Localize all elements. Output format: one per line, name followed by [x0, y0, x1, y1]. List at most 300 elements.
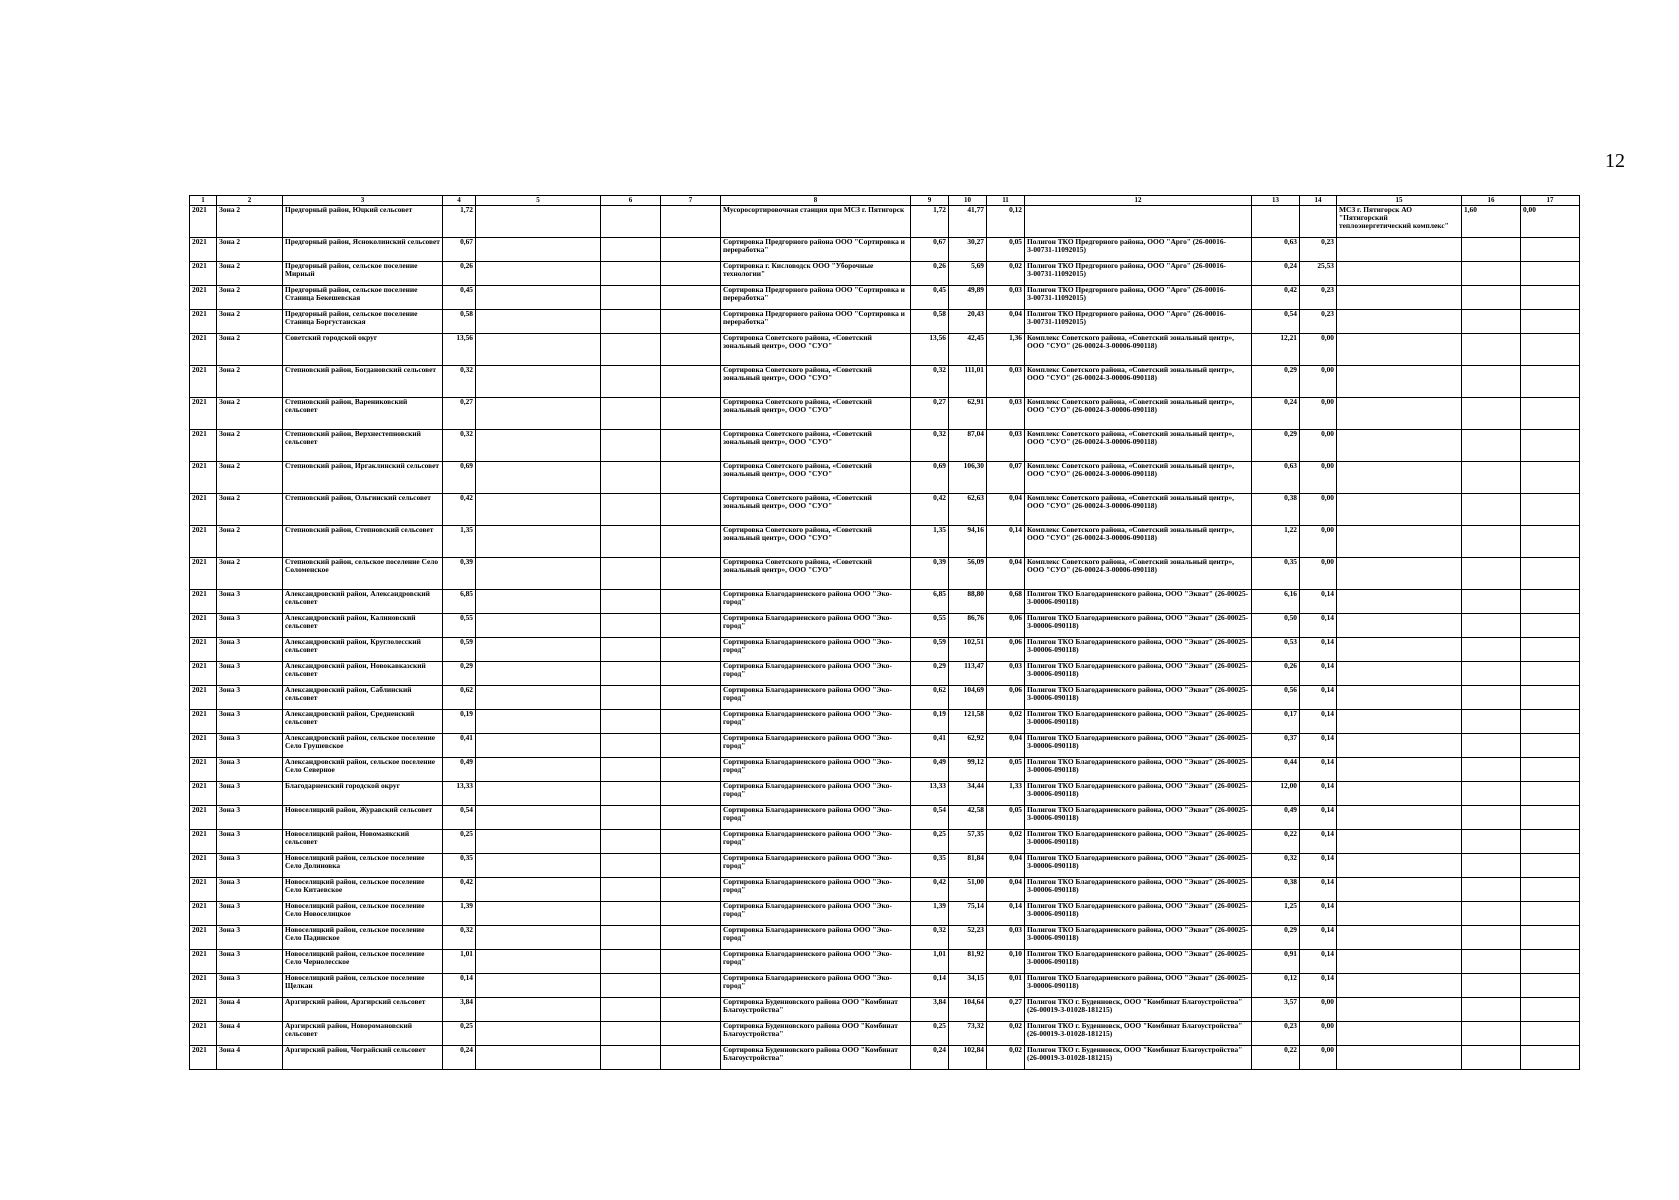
column-header: 8 — [721, 196, 911, 206]
incinerated-mass-cell — [1462, 526, 1521, 558]
landfill-distance-cell: 0,14 — [1300, 758, 1337, 782]
distance-cell: 34,15 — [949, 974, 987, 998]
column-header: 17 — [1521, 196, 1580, 206]
incoming-mass-cell: 3,84 — [911, 998, 949, 1022]
distance-cell: 5,69 — [949, 262, 987, 286]
empty-cell — [661, 1022, 721, 1046]
column-header: 15 — [1337, 196, 1462, 206]
landfill-cell: Полигон ТКО Благодарненского района, ООО "Экват" (26-00025-З-00006-090118) — [1025, 614, 1252, 638]
mass-cell: 0,35 — [443, 854, 476, 878]
incinerated-mass-cell — [1462, 830, 1521, 854]
sorting-facility-cell: Сортировка Благодарненского района ООО "Эко-город" — [721, 758, 911, 782]
landfill-mass-cell — [1252, 206, 1300, 238]
incinerator-cell — [1337, 830, 1462, 854]
landfill-distance-cell: 0,00 — [1300, 526, 1337, 558]
distance-cell: 106,30 — [949, 462, 987, 494]
incoming-mass-cell: 0,35 — [911, 854, 949, 878]
incoming-mass-cell: 1,01 — [911, 950, 949, 974]
incinerator-cell — [1337, 662, 1462, 686]
landfill-mass-cell: 0,63 — [1252, 238, 1300, 262]
incoming-mass-cell: 0,55 — [911, 614, 949, 638]
landfill-distance-cell: 0,00 — [1300, 366, 1337, 398]
empty-cell — [601, 854, 661, 878]
empty-cell — [601, 902, 661, 926]
incinerated-mass-cell — [1462, 806, 1521, 830]
incinerator-cell — [1337, 430, 1462, 462]
sorting-facility-cell: Сортировка Благодарненского района ООО "Эко-город" — [721, 974, 911, 998]
incinerated-mass-cell — [1462, 950, 1521, 974]
empty-cell — [476, 710, 601, 734]
table-row — [190, 206, 1580, 238]
landfill-distance-cell: 0,00 — [1300, 398, 1337, 430]
residual-cell — [1521, 878, 1580, 902]
landfill-distance-cell: 0,14 — [1300, 902, 1337, 926]
zone-cell: Зона 4 — [217, 1022, 283, 1046]
landfill-mass-cell: 12,21 — [1252, 334, 1300, 366]
mass-cell: 0,49 — [443, 758, 476, 782]
empty-cell — [661, 262, 721, 286]
column-header: 3 — [283, 196, 443, 206]
column-header: 6 — [601, 196, 661, 206]
recycled-mass-cell: 0,05 — [987, 806, 1025, 830]
incoming-mass-cell: 0,69 — [911, 462, 949, 494]
column-header: 4 — [443, 196, 476, 206]
distance-cell: 41,77 — [949, 206, 987, 238]
municipality-cell: Советский городской округ — [283, 334, 443, 366]
zone-cell: Зона 3 — [217, 926, 283, 950]
empty-cell — [661, 286, 721, 310]
landfill-cell: Полигон ТКО Благодарненского района, ООО "Экват" (26-00025-З-00006-090118) — [1025, 686, 1252, 710]
landfill-cell: Полигон ТКО Благодарненского района, ООО "Экват" (26-00025-З-00006-090118) — [1025, 926, 1252, 950]
table-row — [190, 662, 1580, 686]
landfill-cell: Комплекс Советского района, «Советский зональный центр», ООО "СУО" (26-00024-З-00006-090118) — [1025, 398, 1252, 430]
mass-cell: 0,25 — [443, 830, 476, 854]
incinerator-cell — [1337, 806, 1462, 830]
sorting-facility-cell: Сортировка Благодарненского района ООО "Эко-город" — [721, 854, 911, 878]
mass-cell: 1,01 — [443, 950, 476, 974]
empty-cell — [476, 590, 601, 614]
distance-cell: 34,44 — [949, 782, 987, 806]
mass-cell: 1,72 — [443, 206, 476, 238]
sorting-facility-cell: Сортировка Благодарненского района ООО "Эко-город" — [721, 638, 911, 662]
landfill-cell: Полигон ТКО Благодарненского района, ООО "Экват" (26-00025-З-00006-090118) — [1025, 710, 1252, 734]
landfill-mass-cell: 0,50 — [1252, 614, 1300, 638]
mass-cell: 0,55 — [443, 614, 476, 638]
municipality-cell: Александровский район, Саблинский сельсовет — [283, 686, 443, 710]
empty-cell — [661, 334, 721, 366]
column-header: 11 — [987, 196, 1025, 206]
recycled-mass-cell: 0,06 — [987, 614, 1025, 638]
landfill-cell: Полигон ТКО Предгорного района, ООО "Арго" (26-00016-З-00731-11092015) — [1025, 238, 1252, 262]
empty-cell — [601, 590, 661, 614]
incinerator-cell — [1337, 854, 1462, 878]
empty-cell — [661, 1046, 721, 1070]
empty-cell — [476, 614, 601, 638]
recycled-mass-cell: 0,02 — [987, 1022, 1025, 1046]
landfill-mass-cell: 12,00 — [1252, 782, 1300, 806]
incoming-mass-cell: 0,62 — [911, 686, 949, 710]
landfill-mass-cell: 1,25 — [1252, 902, 1300, 926]
municipality-cell: Предгорный район, сельское поселение Станица Боргустанская — [283, 310, 443, 334]
landfill-cell: Полигон ТКО Благодарненского района, ООО "Экват" (26-00025-З-00006-090118) — [1025, 950, 1252, 974]
zone-cell: Зона 2 — [217, 286, 283, 310]
sorting-facility-cell: Сортировка Советского района, «Советский зональный центр», ООО "СУО" — [721, 334, 911, 366]
empty-cell — [601, 806, 661, 830]
landfill-cell: Полигон ТКО Предгорного района, ООО "Арго" (26-00016-З-00731-11092015) — [1025, 262, 1252, 286]
sorting-facility-cell: Сортировка Благодарненского района ООО "Эко-город" — [721, 662, 911, 686]
year-cell: 2021 — [190, 974, 217, 998]
landfill-cell: Полигон ТКО г. Буденновск, ООО "Комбинат Благоустройства" (26-00019-З-01028-181215) — [1025, 1022, 1252, 1046]
residual-cell — [1521, 902, 1580, 926]
landfill-distance-cell: 0,14 — [1300, 638, 1337, 662]
empty-cell — [601, 286, 661, 310]
sorting-facility-cell: Мусоросортировочная станция при МСЗ г. Пятигорск — [721, 206, 911, 238]
incoming-mass-cell: 0,25 — [911, 1022, 949, 1046]
empty-cell — [601, 206, 661, 238]
incoming-mass-cell: 13,33 — [911, 782, 949, 806]
empty-cell — [476, 206, 601, 238]
year-cell: 2021 — [190, 758, 217, 782]
incinerator-cell — [1337, 494, 1462, 526]
incinerator-cell — [1337, 310, 1462, 334]
recycled-mass-cell: 0,03 — [987, 366, 1025, 398]
table-row — [190, 998, 1580, 1022]
table-row — [190, 854, 1580, 878]
incinerator-cell — [1337, 974, 1462, 998]
incoming-mass-cell: 0,54 — [911, 806, 949, 830]
incinerated-mass-cell — [1462, 334, 1521, 366]
empty-cell — [476, 902, 601, 926]
landfill-mass-cell: 0,26 — [1252, 662, 1300, 686]
landfill-mass-cell: 0,17 — [1252, 710, 1300, 734]
residual-cell — [1521, 1046, 1580, 1070]
incinerated-mass-cell — [1462, 614, 1521, 638]
incinerator-cell — [1337, 286, 1462, 310]
distance-cell: 52,23 — [949, 926, 987, 950]
incinerator-cell — [1337, 782, 1462, 806]
incoming-mass-cell: 0,29 — [911, 662, 949, 686]
empty-cell — [476, 1046, 601, 1070]
landfill-cell: Комплекс Советского района, «Советский зональный центр», ООО "СУО" (26-00024-З-00006-090118) — [1025, 430, 1252, 462]
empty-cell — [601, 1022, 661, 1046]
mass-cell: 0,24 — [443, 1046, 476, 1070]
incoming-mass-cell: 0,58 — [911, 310, 949, 334]
empty-cell — [661, 998, 721, 1022]
empty-cell — [476, 854, 601, 878]
empty-cell — [476, 662, 601, 686]
sorting-facility-cell: Сортировка Советского района, «Советский зональный центр», ООО "СУО" — [721, 430, 911, 462]
column-header: 14 — [1300, 196, 1337, 206]
table-row — [190, 398, 1580, 430]
empty-cell — [476, 1022, 601, 1046]
empty-cell — [476, 734, 601, 758]
empty-cell — [601, 334, 661, 366]
landfill-mass-cell: 0,49 — [1252, 806, 1300, 830]
zone-cell: Зона 3 — [217, 686, 283, 710]
residual-cell — [1521, 758, 1580, 782]
incinerated-mass-cell — [1462, 782, 1521, 806]
empty-cell — [476, 398, 601, 430]
table-row — [190, 638, 1580, 662]
empty-cell — [661, 854, 721, 878]
municipality-cell: Александровский район, Новокавказский сельсовет — [283, 662, 443, 686]
incoming-mass-cell: 13,56 — [911, 334, 949, 366]
sorting-facility-cell: Сортировка Советского района, «Советский зональный центр», ООО "СУО" — [721, 494, 911, 526]
empty-cell — [476, 334, 601, 366]
residual-cell — [1521, 590, 1580, 614]
zone-cell: Зона 3 — [217, 902, 283, 926]
incinerated-mass-cell — [1462, 590, 1521, 614]
residual-cell — [1521, 286, 1580, 310]
landfill-mass-cell: 0,24 — [1252, 262, 1300, 286]
sorting-facility-cell: Сортировка Благодарненского района ООО "Эко-город" — [721, 590, 911, 614]
year-cell: 2021 — [190, 526, 217, 558]
zone-cell: Зона 3 — [217, 638, 283, 662]
landfill-mass-cell: 0,29 — [1252, 366, 1300, 398]
municipality-cell: Новоселицкий район, Журавский сельсовет — [283, 806, 443, 830]
table-row — [190, 590, 1580, 614]
municipality-cell: Предгорный район, Ясноколинский сельсовет — [283, 238, 443, 262]
empty-cell — [661, 950, 721, 974]
empty-cell — [601, 614, 661, 638]
landfill-distance-cell: 0,00 — [1300, 1046, 1337, 1070]
table-row — [190, 462, 1580, 494]
landfill-distance-cell: 25,53 — [1300, 262, 1337, 286]
incinerated-mass-cell — [1462, 398, 1521, 430]
empty-cell — [476, 926, 601, 950]
empty-cell — [661, 686, 721, 710]
year-cell: 2021 — [190, 430, 217, 462]
residual-cell — [1521, 1022, 1580, 1046]
incoming-mass-cell: 0,49 — [911, 758, 949, 782]
empty-cell — [661, 558, 721, 590]
recycled-mass-cell: 0,02 — [987, 830, 1025, 854]
incinerated-mass-cell — [1462, 286, 1521, 310]
landfill-cell: Полигон ТКО Благодарненского района, ООО "Экват" (26-00025-З-00006-090118) — [1025, 590, 1252, 614]
municipality-cell: Александровский район, сельское поселение Село Грушевское — [283, 734, 443, 758]
municipality-cell: Новоселицкий район, сельское поселение Село Китаевское — [283, 878, 443, 902]
recycled-mass-cell: 0,03 — [987, 398, 1025, 430]
recycled-mass-cell: 0,02 — [987, 1046, 1025, 1070]
distance-cell: 88,80 — [949, 590, 987, 614]
column-header: 7 — [661, 196, 721, 206]
distance-cell: 94,16 — [949, 526, 987, 558]
residual-cell — [1521, 462, 1580, 494]
zone-cell: Зона 3 — [217, 614, 283, 638]
sorting-facility-cell: Сортировка Благодарненского района ООО "Эко-город" — [721, 686, 911, 710]
residual-cell — [1521, 782, 1580, 806]
residual-cell — [1521, 558, 1580, 590]
sorting-facility-cell: Сортировка Благодарненского района ООО "Эко-город" — [721, 950, 911, 974]
landfill-distance-cell: 0,23 — [1300, 238, 1337, 262]
sorting-facility-cell: Сортировка Советского района, «Советский зональный центр», ООО "СУО" — [721, 558, 911, 590]
landfill-mass-cell: 0,23 — [1252, 1022, 1300, 1046]
landfill-mass-cell: 0,38 — [1252, 878, 1300, 902]
landfill-cell: Полигон ТКО Благодарненского района, ООО "Экват" (26-00025-З-00006-090118) — [1025, 974, 1252, 998]
sorting-facility-cell: Сортировка г. Кисловодск ООО "Уборочные технологии" — [721, 262, 911, 286]
mass-cell: 0,54 — [443, 806, 476, 830]
incinerator-cell — [1337, 998, 1462, 1022]
column-header: 13 — [1252, 196, 1300, 206]
landfill-distance-cell: 0,00 — [1300, 462, 1337, 494]
mass-cell: 0,39 — [443, 558, 476, 590]
year-cell: 2021 — [190, 206, 217, 238]
empty-cell — [601, 526, 661, 558]
landfill-cell: Полигон ТКО Благодарненского района, ООО "Экват" (26-00025-З-00006-090118) — [1025, 902, 1252, 926]
year-cell: 2021 — [190, 902, 217, 926]
mass-cell: 13,56 — [443, 334, 476, 366]
residual-cell — [1521, 334, 1580, 366]
landfill-cell: Полигон ТКО Благодарненского района, ООО "Экват" (26-00025-З-00006-090118) — [1025, 758, 1252, 782]
incinerator-cell — [1337, 526, 1462, 558]
residual-cell — [1521, 398, 1580, 430]
distance-cell: 20,43 — [949, 310, 987, 334]
mass-cell: 0,14 — [443, 974, 476, 998]
sorting-facility-cell: Сортировка Благодарненского района ООО "Эко-город" — [721, 734, 911, 758]
mass-cell: 0,19 — [443, 710, 476, 734]
municipality-cell: Александровский район, Круглолесский сельсовет — [283, 638, 443, 662]
data-table — [189, 195, 1580, 1070]
residual-cell — [1521, 662, 1580, 686]
landfill-cell: Полигон ТКО Благодарненского района, ООО "Экват" (26-00025-З-00006-090118) — [1025, 734, 1252, 758]
incinerated-mass-cell — [1462, 1022, 1521, 1046]
incoming-mass-cell: 0,27 — [911, 398, 949, 430]
distance-cell: 30,27 — [949, 238, 987, 262]
empty-cell — [476, 430, 601, 462]
distance-cell: 102,84 — [949, 1046, 987, 1070]
year-cell: 2021 — [190, 310, 217, 334]
recycled-mass-cell: 0,03 — [987, 662, 1025, 686]
zone-cell: Зона 3 — [217, 830, 283, 854]
recycled-mass-cell: 0,68 — [987, 590, 1025, 614]
table-row — [190, 558, 1580, 590]
empty-cell — [661, 662, 721, 686]
residual-cell — [1521, 710, 1580, 734]
recycled-mass-cell: 1,36 — [987, 334, 1025, 366]
empty-cell — [661, 782, 721, 806]
incinerator-cell — [1337, 758, 1462, 782]
landfill-mass-cell: 0,35 — [1252, 558, 1300, 590]
landfill-cell: Комплекс Советского района, «Советский зональный центр», ООО "СУО" (26-00024-З-00006-090118) — [1025, 526, 1252, 558]
municipality-cell: Степновский район, Варениковский сельсовет — [283, 398, 443, 430]
recycled-mass-cell: 0,04 — [987, 854, 1025, 878]
municipality-cell: Александровский район, сельское поселение Село Северное — [283, 758, 443, 782]
incoming-mass-cell: 0,59 — [911, 638, 949, 662]
distance-cell: 73,32 — [949, 1022, 987, 1046]
page-number: 12 — [1605, 150, 1625, 172]
year-cell: 2021 — [190, 366, 217, 398]
table-row — [190, 310, 1580, 334]
empty-cell — [661, 974, 721, 998]
landfill-cell: Полигон ТКО Благодарненского района, ООО "Экват" (26-00025-З-00006-090118) — [1025, 638, 1252, 662]
recycled-mass-cell: 0,04 — [987, 494, 1025, 526]
empty-cell — [601, 494, 661, 526]
incinerator-cell — [1337, 398, 1462, 430]
zone-cell: Зона 2 — [217, 462, 283, 494]
mass-cell: 0,41 — [443, 734, 476, 758]
recycled-mass-cell: 0,27 — [987, 998, 1025, 1022]
municipality-cell: Александровский район, Калиновский сельсовет — [283, 614, 443, 638]
distance-cell: 49,89 — [949, 286, 987, 310]
landfill-mass-cell: 0,54 — [1252, 310, 1300, 334]
incinerator-cell — [1337, 614, 1462, 638]
empty-cell — [476, 830, 601, 854]
year-cell: 2021 — [190, 830, 217, 854]
residual-cell — [1521, 854, 1580, 878]
sorting-facility-cell: Сортировка Благодарненского района ООО "Эко-город" — [721, 710, 911, 734]
column-header: 1 — [190, 196, 217, 206]
table-row — [190, 950, 1580, 974]
distance-cell: 81,92 — [949, 950, 987, 974]
empty-cell — [661, 638, 721, 662]
landfill-distance-cell: 0,23 — [1300, 286, 1337, 310]
zone-cell: Зона 3 — [217, 974, 283, 998]
landfill-mass-cell: 0,29 — [1252, 430, 1300, 462]
sorting-facility-cell: Сортировка Предгорного района ООО "Сортировка и переработка" — [721, 286, 911, 310]
recycled-mass-cell: 0,14 — [987, 902, 1025, 926]
empty-cell — [661, 806, 721, 830]
incinerated-mass-cell — [1462, 710, 1521, 734]
incinerator-cell — [1337, 238, 1462, 262]
incinerated-mass-cell — [1462, 998, 1521, 1022]
incoming-mass-cell: 1,35 — [911, 526, 949, 558]
year-cell: 2021 — [190, 662, 217, 686]
column-header: 2 — [217, 196, 283, 206]
zone-cell: Зона 3 — [217, 662, 283, 686]
incinerated-mass-cell — [1462, 238, 1521, 262]
landfill-distance-cell: 0,14 — [1300, 734, 1337, 758]
recycled-mass-cell: 1,33 — [987, 782, 1025, 806]
empty-cell — [601, 686, 661, 710]
zone-cell: Зона 3 — [217, 878, 283, 902]
empty-cell — [661, 590, 721, 614]
incoming-mass-cell: 0,39 — [911, 558, 949, 590]
sorting-facility-cell: Сортировка Советского района, «Советский зональный центр», ООО "СУО" — [721, 462, 911, 494]
mass-cell: 0,32 — [443, 366, 476, 398]
table-row — [190, 494, 1580, 526]
incinerator-cell — [1337, 950, 1462, 974]
landfill-distance-cell: 0,00 — [1300, 558, 1337, 590]
landfill-distance-cell: 0,14 — [1300, 926, 1337, 950]
landfill-mass-cell: 0,53 — [1252, 638, 1300, 662]
recycled-mass-cell: 0,04 — [987, 734, 1025, 758]
year-cell: 2021 — [190, 998, 217, 1022]
landfill-distance-cell: 0,14 — [1300, 806, 1337, 830]
empty-cell — [661, 902, 721, 926]
empty-cell — [661, 462, 721, 494]
landfill-mass-cell: 1,22 — [1252, 526, 1300, 558]
landfill-mass-cell: 0,24 — [1252, 398, 1300, 430]
incinerated-mass-cell — [1462, 310, 1521, 334]
column-header: 5 — [476, 196, 601, 206]
incinerator-cell — [1337, 558, 1462, 590]
empty-cell — [661, 366, 721, 398]
incinerator-cell — [1337, 710, 1462, 734]
landfill-mass-cell: 6,16 — [1252, 590, 1300, 614]
incinerated-mass-cell — [1462, 926, 1521, 950]
year-cell: 2021 — [190, 238, 217, 262]
landfill-distance-cell: 0,00 — [1300, 334, 1337, 366]
landfill-cell: Полигон ТКО Предгорного района, ООО "Арго" (26-00016-З-00731-11092015) — [1025, 286, 1252, 310]
landfill-cell — [1025, 206, 1252, 238]
mass-cell: 6,85 — [443, 590, 476, 614]
zone-cell: Зона 2 — [217, 262, 283, 286]
landfill-distance-cell: 0,00 — [1300, 1022, 1337, 1046]
sorting-facility-cell: Сортировка Буденновского района ООО "Комбинат Благоустройства" — [721, 1046, 911, 1070]
mass-cell: 0,67 — [443, 238, 476, 262]
empty-cell — [476, 758, 601, 782]
recycled-mass-cell: 0,06 — [987, 638, 1025, 662]
